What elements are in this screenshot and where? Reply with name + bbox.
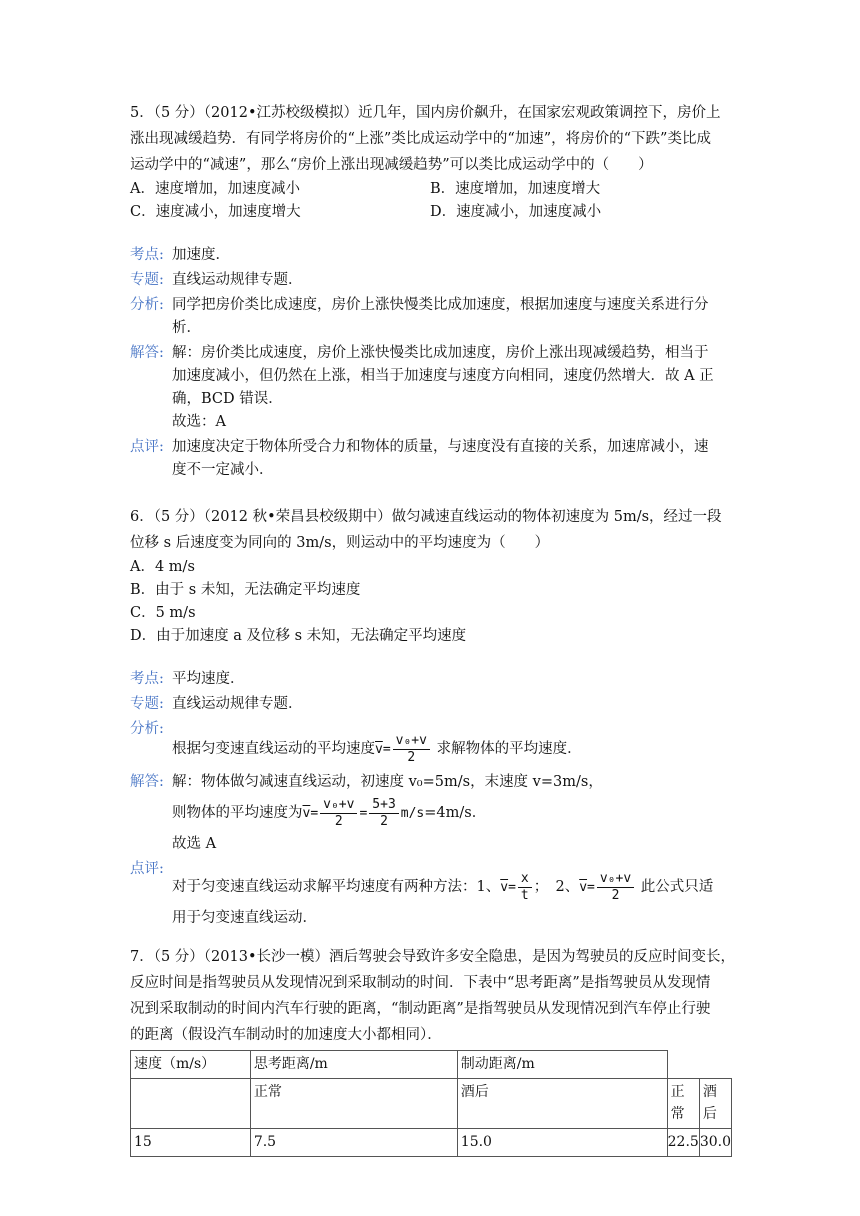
fenxi-text: 同学把房价类比成速度，房价上涨快慢类比成加速度，根据加速度与速度关系进行分 析． bbox=[172, 297, 709, 336]
cell-think-normal: 7.5 bbox=[250, 1129, 457, 1157]
subheader-normal-2: 正常 bbox=[667, 1079, 699, 1129]
header-brake-distance: 制动距离/m bbox=[457, 1051, 667, 1079]
jieda-text: 解：房价类比成速度，房价上涨快慢类比成加速度，房价上涨出现减缓趋势，相当于 加速度减小，但仍然在上涨，相当于加速度与速度方向相同，速度仍然增大．故 A 正 确，BCD 错误． 故选：A bbox=[172, 345, 714, 430]
option-c: C．5 m/s bbox=[130, 605, 196, 621]
zhuanti-label: 专题: bbox=[130, 696, 164, 712]
question-6-analysis bbox=[130, 668, 735, 930]
option-c: C．速度减小，加速度增大 bbox=[130, 204, 301, 220]
question-7-stem: 7．（5 分）（2013•长沙一模）酒后驾驶会导致许多安全隐患，是因为驾驶员的反应时间变长， 反应时间是指驾驶员从发现情况到采取制动的时间．下表中“思考距离”是指驾驶员从发现情 况到采取制动的时间内汽车行驶的距离，“制动距离”是指驾驶员从发现情况到汽车停止行驶 的距离（假设汽车制动时的加速度大小都相同）． bbox=[130, 949, 736, 1043]
kaodian-label: 考点: bbox=[130, 247, 164, 263]
distance-table bbox=[130, 1050, 732, 1157]
cell-brake-normal: 22.5 bbox=[667, 1129, 699, 1157]
subheader-drunk: 酒后 bbox=[457, 1079, 667, 1129]
dianping-label: 点评: bbox=[130, 439, 164, 455]
question-5-options bbox=[130, 178, 735, 224]
option-b: B．由于 s 未知，无法确定平均速度 bbox=[130, 582, 361, 598]
table-row bbox=[131, 1129, 732, 1157]
fenxi-text: 根据匀变速直线运动的平均速度$\overline{v}=$ $\frac{\text{v₀+v}}{2}$ 求解物体的平均速度． bbox=[172, 732, 582, 765]
v-bar: $\overline{v}$ bbox=[375, 742, 383, 757]
option-d: D．由于加速度 a 及位移 s 未知，无法确定平均速度 bbox=[130, 628, 467, 644]
subheader-drunk-2: 酒后 bbox=[699, 1079, 731, 1129]
kaodian-text: 平均速度． bbox=[172, 671, 245, 687]
question-5-stem: 5．（5 分）（2012•江苏校级模拟）近几年，国内房价飙升，在国家宏观政策调控下，房价上 涨出现减缓趋势．有同学将房价的“上涨”类比成运动学中的“加速”，将房价的“下跌”类比成 运动学中的“减速”，那么“房价上涨出现减缓趋势”可以类比成运动学中的（ ） bbox=[130, 105, 721, 173]
zhuanti-text: 直线运动规律专题． bbox=[172, 696, 303, 712]
question-5 bbox=[130, 100, 735, 482]
table-header-row bbox=[131, 1051, 732, 1079]
jieda-text: 解：物体做匀减速直线运动，初速度 v₀=5m/s，末速度 v=3m/s， 则物体的平均速度为$\overline{v}=$ $\frac{\text{v₀+v}}{2}$ = $\frac{5+3}{2}$ m/s=4m/s． 故选 A bbox=[172, 774, 603, 852]
question-7 bbox=[130, 944, 735, 1157]
kaodian-text: 加速度． bbox=[172, 247, 230, 263]
table-subheader-row bbox=[131, 1079, 732, 1129]
dianping-label: 点评: bbox=[130, 861, 164, 877]
cell-think-drunk: 15.0 bbox=[457, 1129, 667, 1157]
option-a: A．4 m/s bbox=[130, 559, 195, 575]
jieda-label: 解答: bbox=[130, 774, 164, 790]
question-6 bbox=[130, 504, 735, 930]
question-5-analysis bbox=[130, 244, 735, 482]
option-b: B．速度增加，加速度增大 bbox=[430, 181, 601, 197]
subheader-normal: 正常 bbox=[250, 1079, 457, 1129]
header-empty bbox=[667, 1051, 731, 1079]
cell-speed: 15 bbox=[131, 1129, 251, 1157]
dianping-text: 对于匀变速直线运动求解平均速度有两种方法：1、$\overline{v}=$ $\frac{x}{t}$ ； 2、$\overline{v}=$ $\frac{\text{v₀+v}}{2}$ 此公式只适 用于匀变速直线运动． bbox=[172, 870, 714, 926]
zhuanti-label: 专题: bbox=[130, 272, 164, 288]
zhuanti-text: 直线运动规律专题． bbox=[172, 272, 303, 288]
question-6-stem: 6．（5 分）（2012 秋•荣昌县校级期中）做匀减速直线运动的物体初速度为 5m/s，经过一段 位移 s 后速度变为同向的 3m/s，则运动中的平均速度为（ ） bbox=[130, 509, 722, 551]
formula-fraction: $\frac{\text{v₀+v}}{2}$ bbox=[393, 733, 430, 766]
option-d: D．速度减小，加速度减小 bbox=[430, 204, 602, 220]
header-speed: 速度（m/s） bbox=[131, 1051, 251, 1079]
cell-brake-drunk: 30.0 bbox=[699, 1129, 731, 1157]
header-think-distance: 思考距离/m bbox=[250, 1051, 457, 1079]
option-a: A．速度增加，加速度减小 bbox=[130, 181, 300, 197]
question-6-options bbox=[130, 556, 735, 648]
fenxi-label: 分析: bbox=[130, 721, 164, 737]
fenxi-label: 分析: bbox=[130, 297, 164, 313]
kaodian-label: 考点: bbox=[130, 671, 164, 687]
jieda-label: 解答: bbox=[130, 345, 164, 361]
subheader-empty bbox=[131, 1079, 251, 1129]
document-page bbox=[130, 100, 735, 1157]
dianping-text: 加速度决定于物体所受合力和物体的质量，与速度没有直接的关系，加速席减小，速 度不一定减小． bbox=[172, 439, 709, 478]
